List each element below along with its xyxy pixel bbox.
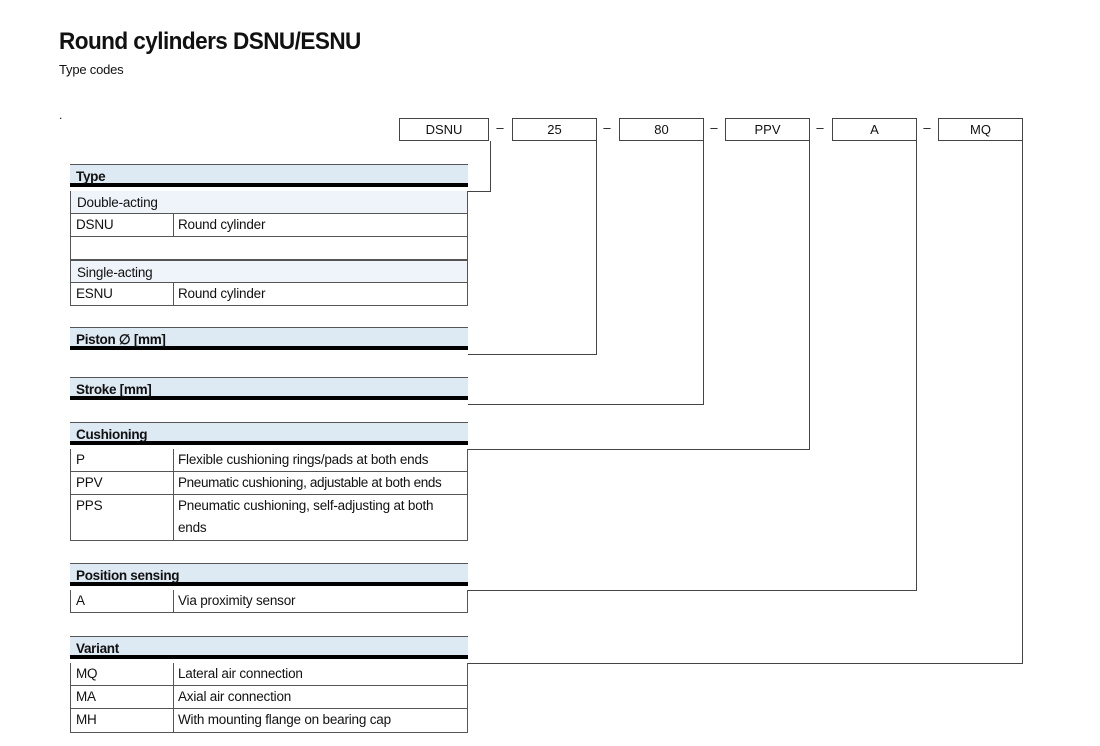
section-header-variant: Variant: [70, 636, 468, 659]
row-code: MQ: [71, 663, 174, 685]
row-code: MH: [71, 709, 174, 732]
row-code: P: [71, 449, 174, 471]
separator-dash: –: [603, 120, 611, 135]
page-subtitle: Type codes: [59, 62, 124, 77]
table-row: [70, 283, 468, 306]
row-description: Pneumatic cushioning, adjustable at both ends: [178, 475, 442, 490]
section-header-cushioning: Cushioning: [70, 422, 468, 445]
code-box-piston: 25: [512, 118, 597, 141]
code-box-position: A: [832, 118, 917, 141]
section-header-type: Type: [70, 164, 468, 187]
code-box-stroke: 80: [619, 118, 704, 141]
table-row: [70, 590, 468, 613]
row-description: Axial air connection: [178, 689, 292, 704]
row-description: Round cylinder: [178, 286, 266, 301]
section-header-position-sensing: Position sensing: [70, 563, 468, 586]
row-code: DSNU: [71, 214, 174, 236]
code-box-variant: MQ: [938, 118, 1023, 141]
row-code: MA: [71, 686, 174, 708]
separator-dash: –: [816, 120, 824, 135]
separator-dash: –: [710, 120, 718, 135]
row-description: Via proximity sensor: [178, 593, 296, 608]
section-header-piston: Piston ∅ [mm]: [70, 327, 468, 350]
row-code: ESNU: [71, 283, 174, 305]
separator-dash: –: [496, 120, 504, 135]
blank-row: [70, 237, 468, 260]
subheader-double-acting: Double-acting: [70, 191, 468, 214]
row-code: PPS: [71, 495, 174, 540]
row-description: Lateral air connection: [178, 666, 303, 681]
row-description: Round cylinder: [178, 217, 266, 232]
marker-dot: .: [59, 108, 63, 122]
page-title: Round cylinders DSNU/ESNU: [59, 28, 361, 55]
row-code: A: [71, 590, 174, 612]
row-description: Pneumatic cushioning, self-adjusting at both ends: [178, 498, 434, 535]
connector-line-variant: [468, 141, 1023, 664]
table-row: [70, 495, 468, 541]
code-box-type: DSNU: [399, 118, 489, 141]
section-header-stroke: Stroke [mm]: [70, 377, 468, 400]
table-row: [70, 709, 468, 733]
table-row: [70, 214, 468, 237]
row-description: With mounting flange on bearing cap: [178, 712, 391, 727]
separator-dash: –: [923, 120, 931, 135]
subheader-single-acting: Single-acting: [70, 260, 468, 283]
row-description: Flexible cushioning rings/pads at both ends: [178, 452, 429, 467]
code-box-cushioning: PPV: [725, 118, 810, 141]
row-code: PPV: [71, 472, 174, 494]
